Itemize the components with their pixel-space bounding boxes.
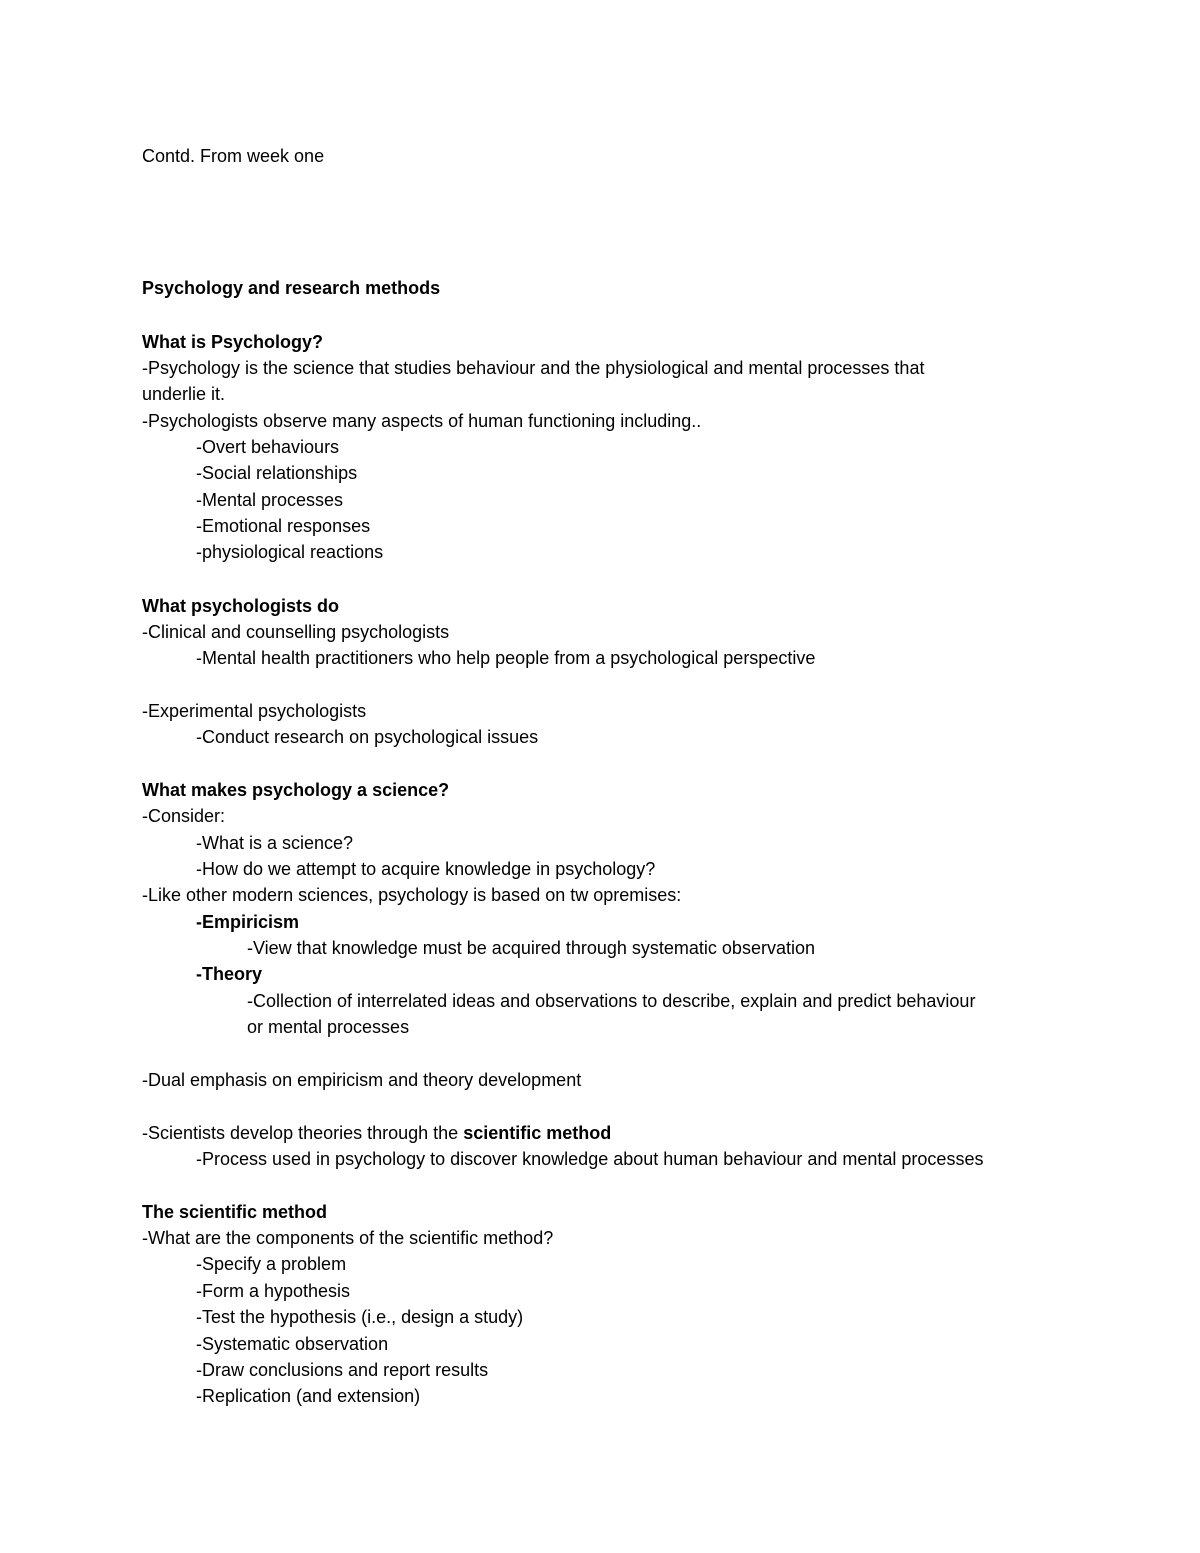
list-item: -Specify a problem bbox=[196, 1254, 347, 1274]
list-item: -Replication (and extension) bbox=[196, 1386, 421, 1406]
section-heading: What makes psychology a science? bbox=[142, 780, 450, 800]
list-item: -Mental processes bbox=[196, 490, 344, 510]
paragraph-text: -Scientists develop theories through the bbox=[142, 1123, 464, 1143]
section-heading: What is Psychology? bbox=[142, 332, 324, 352]
list-item: -Systematic observation bbox=[196, 1334, 389, 1354]
list-item: -Form a hypothesis bbox=[196, 1281, 351, 1301]
list-item: -How do we attempt to acquire knowledge in psychology? bbox=[196, 859, 656, 879]
paragraph-line: -Clinical and counselling psychologists bbox=[142, 622, 450, 642]
paragraph-line: -Experimental psychologists bbox=[142, 701, 367, 721]
list-item: -What is a science? bbox=[196, 833, 354, 853]
term-heading: -Theory bbox=[196, 964, 263, 984]
list-item: -View that knowledge must be acquired through systematic observation bbox=[247, 938, 815, 958]
term-heading: -Empiricism bbox=[196, 912, 300, 932]
section-heading: What psychologists do bbox=[142, 596, 340, 616]
paragraph-line: -Like other modern sciences, psychology is based on tw opremises: bbox=[142, 885, 682, 905]
list-item: -Mental health practitioners who help people from a psychological perspective bbox=[196, 648, 816, 668]
paragraph-line: underlie it. bbox=[142, 384, 226, 404]
list-item: -Conduct research on psychological issues bbox=[196, 727, 539, 747]
paragraph-line bbox=[142, 1122, 611, 1144]
section-heading: The scientific method bbox=[142, 1202, 328, 1222]
document-title: Psychology and research methods bbox=[142, 278, 441, 298]
list-item: -physiological reactions bbox=[196, 542, 384, 562]
paragraph-line: -Psychology is the science that studies behaviour and the physiological and mental processes that bbox=[142, 358, 925, 378]
list-item: -Emotional responses bbox=[196, 516, 371, 536]
list-item: -Overt behaviours bbox=[196, 437, 340, 457]
key-term: scientific method bbox=[463, 1123, 612, 1143]
paragraph-line: -Psychologists observe many aspects of human functioning including.. bbox=[142, 411, 702, 431]
paragraph-line: -What are the components of the scientific method? bbox=[142, 1228, 554, 1248]
list-item: -Collection of interrelated ideas and observations to describe, explain and predict behaviour bbox=[247, 991, 976, 1011]
paragraph-line: -Consider: bbox=[142, 806, 226, 826]
intro-text: Contd. From week one bbox=[142, 146, 325, 166]
list-item: -Test the hypothesis (i.e., design a study) bbox=[196, 1307, 524, 1327]
list-item: or mental processes bbox=[247, 1017, 410, 1037]
list-item: -Social relationships bbox=[196, 463, 358, 483]
list-item: -Process used in psychology to discover knowledge about human behaviour and mental processes bbox=[196, 1149, 984, 1169]
paragraph-line: -Dual emphasis on empiricism and theory development bbox=[142, 1070, 582, 1090]
list-item: -Draw conclusions and report results bbox=[196, 1360, 489, 1380]
